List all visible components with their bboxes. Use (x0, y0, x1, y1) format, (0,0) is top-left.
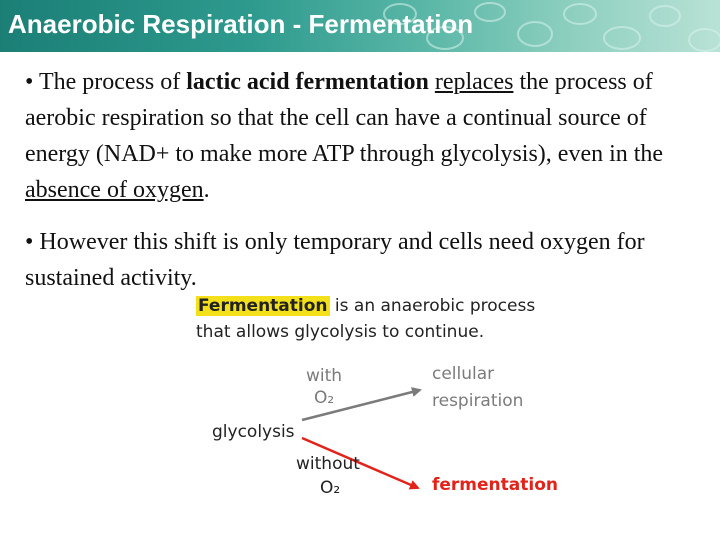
label-with: with (306, 366, 343, 386)
underlined-replaces: replaces (434, 69, 514, 95)
bullet-2: • However this shift is only temporary and cells need oxygen for sustained activity. (25, 229, 645, 291)
bullet-1: • The process of lactic acid fermentation replaces the process of aerobic respiration so that the cell can have a continual source of energy (NAD+ to make more ATP through glycolysis), even in the absence of oxygen. (25, 69, 664, 203)
label-o2-top: O₂ (314, 388, 335, 408)
figure-caption-line-2: that allows glycolysis to continue. (196, 322, 485, 342)
label-o2-bottom: O₂ (320, 478, 341, 498)
label-respiration: respiration (432, 391, 524, 411)
title-bar (0, 0, 720, 52)
label-glycolysis: glycolysis (212, 422, 295, 442)
highlight-fermentation: Fermentation (198, 296, 328, 316)
bullet-list (25, 64, 685, 312)
label-fermentation: fermentation (432, 475, 558, 495)
figure-caption-line-1: Fermentation is an anaerobic process (198, 296, 536, 316)
underlined-absence: absence of oxygen (25, 177, 204, 203)
label-without: without (296, 454, 360, 474)
fermentation-figure (192, 296, 592, 506)
label-cellular: cellular (432, 364, 495, 384)
bold-term: lactic acid fermentation (186, 69, 429, 95)
slide-title: Anaerobic Respiration - Fermentation (8, 9, 474, 39)
